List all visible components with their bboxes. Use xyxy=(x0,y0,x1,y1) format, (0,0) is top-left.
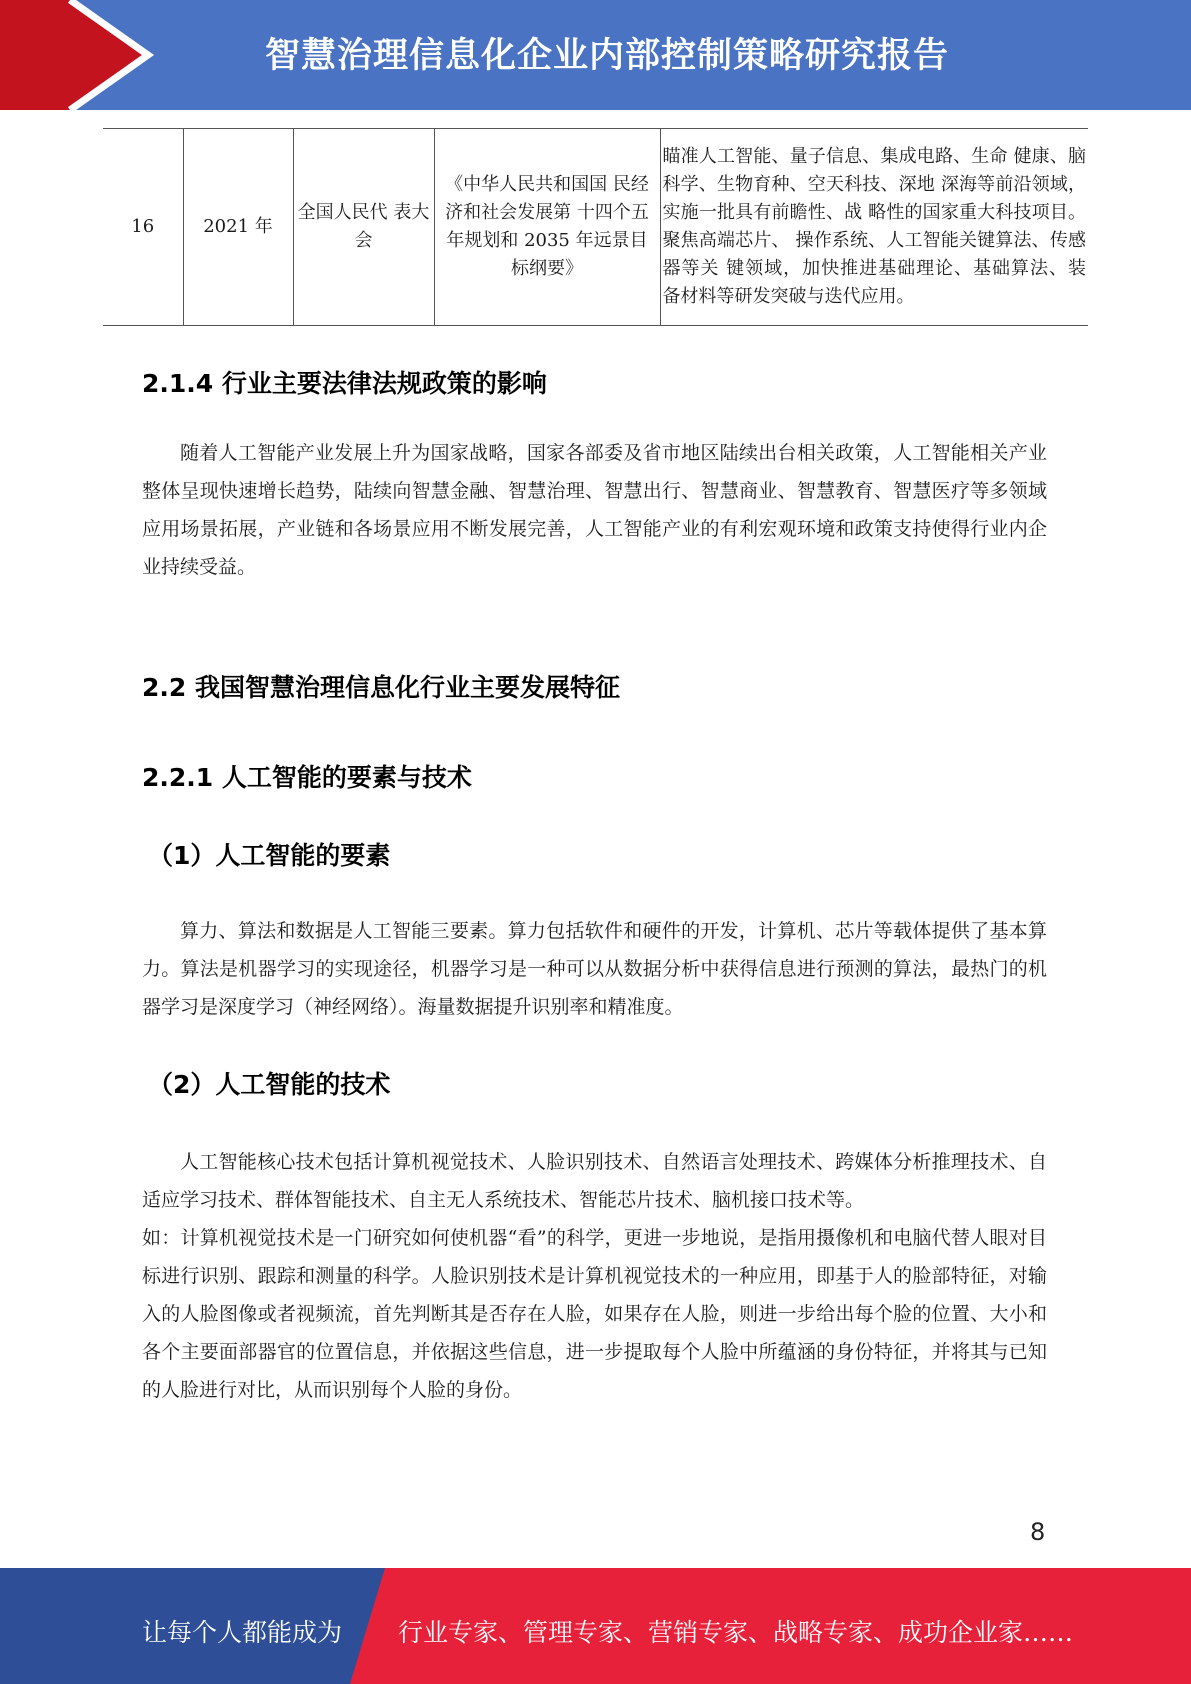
footer-slogan-right: 行业专家、管理专家、营销专家、战略专家、成功企业家…… xyxy=(398,1618,1074,1647)
footer-slogan-left: 让每个人都能成为 xyxy=(142,1618,343,1647)
section-2-1-4-paragraph: 随着人工智能产业发展上升为国家战略，国家各部委及省市地区陆续出台相关政策，人工智能相关产业整体呈现快速增长趋势，陆续向智慧金融、智慧治理、智慧出行、智慧商业、智慧教育、智慧医疗等多领域应用场景拓展，产业链和各场景应用不断发展完善，人工智能产业的有利宏观环境和政策支持使得行业内企业持续受益。 xyxy=(142,442,1047,578)
header-arrow-decoration xyxy=(0,0,160,110)
cell-year: 2021 年 xyxy=(183,129,293,326)
cell-index: 16 xyxy=(103,129,183,326)
subsection-heading-elements: （1）人工智能的要素 xyxy=(148,841,391,870)
footer-banner xyxy=(0,1568,1191,1684)
section-heading-2-2: 2.2 我国智慧治理信息化行业主要发展特征 xyxy=(142,673,620,702)
table-row xyxy=(103,129,1088,326)
section-heading-2-1-4: 2.1.4 行业主要法律法规政策的影响 xyxy=(142,369,547,398)
header-banner xyxy=(0,0,1191,110)
cell-content: 瞄准人工智能、量子信息、集成电路、生命 健康、脑科学、生物育种、空天科技、深地 深海等前沿领域，实施一批具有前瞻性、战 略性的国家重大科技项目。聚焦高端芯片、 操作系统、人工智能关键算法、传感器等关 键领域，加快推进基础理论、基础算法、装 备材料等研发突破与迭代应用。 xyxy=(660,129,1088,326)
page-number: 8 xyxy=(1030,1518,1046,1546)
report-title: 智慧治理信息化企业内部控制策略研究报告 xyxy=(265,36,950,76)
section-heading-2-2-1: 2.2.1 人工智能的要素与技术 xyxy=(142,763,472,792)
subsection-heading-technology: （2）人工智能的技术 xyxy=(148,1070,391,1099)
subsection-elements-paragraph: 算力、算法和数据是人工智能三要素。算力包括软件和硬件的开发，计算机、芯片等载体提供了基本算力。算法是机器学习的实现途径，机器学习是一种可以从数据分析中获得信息进行预测的算法，最热门的机器学习是深度学习（神经网络）。海量数据提升识别率和精准度。 xyxy=(142,920,1047,1018)
subsection-technology-paragraph-1: 人工智能核心技术包括计算机视觉技术、人脸识别技术、自然语言处理技术、跨媒体分析推理技术、自适应学习技术、群体智能技术、自主无人系统技术、智能芯片技术、脑机接口技术等。 xyxy=(142,1151,1047,1211)
policy-table xyxy=(103,128,1088,326)
cell-document: 《中华人民共和国国 民经济和社会发展第 十四个五年规划和 2035 年远景目标纲要》 xyxy=(434,129,660,326)
cell-issuer: 全国人民代 表大会 xyxy=(293,129,434,326)
subsection-technology-paragraph-2: 如：计算机视觉技术是一门研究如何使机器“看”的科学，更进一步地说，是指用摄像机和电脑代替人眼对目标进行识别、跟踪和测量的科学。人脸识别技术是计算机视觉技术的一种应用，即基于人的脸部特征，对输入的人脸图像或者视频流，首先判断其是否存在人脸，如果存在人脸，则进一步给出每个脸的位置、大小和各个主要面部器官的位置信息，并依据这些信息，进一步提取每个人脸中所蕴涵的身份特征，并将其与已知的人脸进行对比，从而识别每个人脸的身份。 xyxy=(142,1227,1047,1401)
